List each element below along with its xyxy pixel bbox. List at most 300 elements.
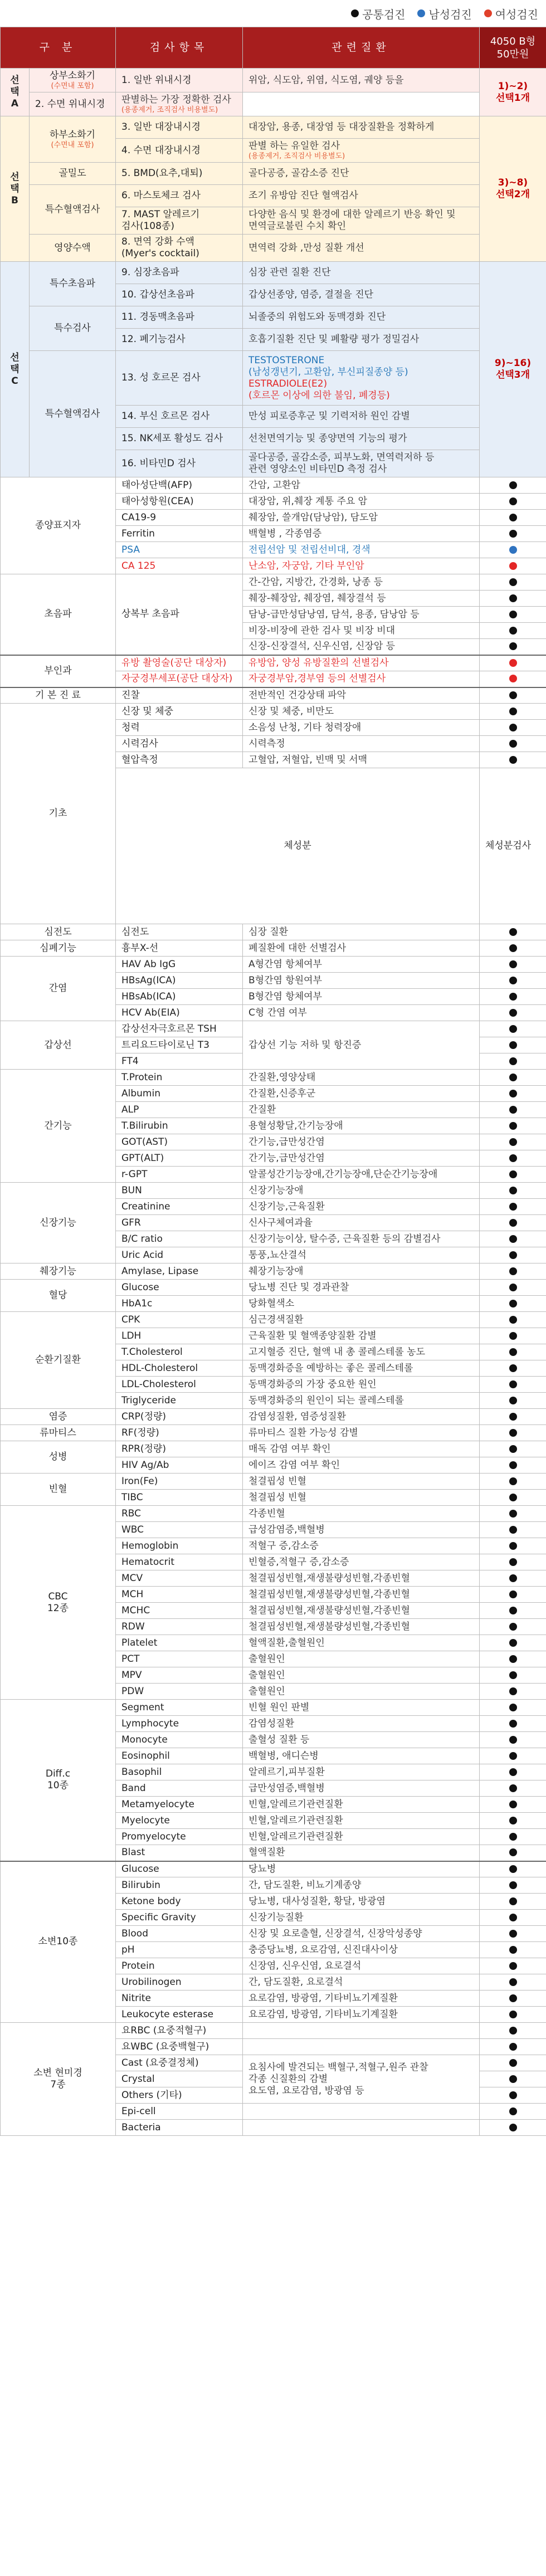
related-disease: 빈혈증,적혈구 증,감소증 [243, 1554, 480, 1570]
package-included [480, 1102, 546, 1118]
related-disease [243, 262, 480, 284]
related-disease: 철결핍성빈혈,재생불량성빈혈,각종빈혈 [243, 1619, 480, 1635]
table-row [1, 1425, 546, 1441]
legend-dot-icon [351, 9, 359, 17]
category-cell [30, 306, 116, 351]
exam-item: Glucose [116, 1861, 243, 1877]
category-name: 특수혈액검사 [45, 203, 100, 215]
related-disease: 감염성질환 [243, 1716, 480, 1732]
exam-item: 태아성단백(AFP) [116, 477, 243, 494]
related-disease: 소음성 난청, 기타 청력장애 [243, 720, 480, 736]
package-included [480, 1360, 546, 1377]
related-disease: 신장기능이상, 탈수증, 근육질환 등의 감별검사 [243, 1231, 480, 1247]
disease-text: 심장 관련 질환 진단 [248, 267, 331, 278]
exam-item: pH [116, 1942, 243, 1958]
package-included [480, 1716, 546, 1732]
exam-item: 1. 일반 위내시경 [116, 69, 243, 92]
exam-item: CA19-9 [116, 510, 243, 526]
related-disease: 난소암, 자궁암, 기타 부인암 [243, 558, 480, 574]
exam-item: 유방 촬영술(공단 대상자) [116, 655, 243, 671]
exam-item: Blood [116, 1926, 243, 1942]
package-included [480, 1070, 546, 1086]
package-included [480, 1441, 546, 1457]
included-dot-icon [509, 928, 517, 936]
related-disease [243, 2023, 480, 2039]
related-disease [243, 329, 480, 351]
related-disease [243, 163, 480, 185]
included-dot-icon [509, 1930, 517, 1938]
included-dot-icon [509, 944, 517, 952]
package-included [480, 1490, 546, 1506]
included-dot-icon [509, 1914, 517, 1921]
package-included [480, 1118, 546, 1134]
related-disease [243, 69, 480, 92]
exam-item: 심전도 [116, 924, 243, 940]
table-row [1, 235, 546, 262]
related-disease [243, 235, 480, 262]
category-cell [30, 116, 116, 163]
included-dot-icon [509, 675, 517, 682]
included-dot-icon [509, 1558, 517, 1566]
related-disease: 신장 및 요로출혈, 신장결석, 신장악성종양 [243, 1926, 480, 1942]
category-cell: 기초 [1, 704, 116, 924]
exam-item: TIBC [116, 1490, 243, 1506]
exam-item: MPV [116, 1667, 243, 1684]
included-dot-icon [509, 1817, 517, 1824]
package-included [480, 1167, 546, 1183]
package-included [480, 1974, 546, 1990]
exam-item: T.Cholesterol [116, 1344, 243, 1360]
exam-item: 7. MAST 알레르기 검사(108종) [116, 207, 243, 235]
related-disease: 동맥경화증을 예방하는 좋은 콜레스테롤 [243, 1360, 480, 1377]
exam-item: PDW [116, 1684, 243, 1700]
related-disease: 빈혈,알레르기관련질환 [243, 1813, 480, 1829]
related-disease: 알콜성간기능장애,간기능장애,단순간기능장애 [243, 1167, 480, 1183]
table-row [1, 1506, 546, 1522]
package-included [480, 736, 546, 752]
related-disease: 적혈구 증,감소증 [243, 1538, 480, 1554]
category-cell: 간염 [1, 957, 116, 1021]
category-cell: 췌장기능 [1, 1263, 116, 1280]
disease-text: TESTOSTERONE (남성갱년기, 고환암, 부신피질종양 등) [248, 354, 408, 378]
category-cell [30, 163, 116, 185]
exam-item: HIV Ag/Ab [116, 1457, 243, 1474]
exam-item: Crystal [116, 2071, 243, 2087]
exam-item: 6. 마스토체크 검사 [116, 185, 243, 207]
exam-item: CRP(정량) [116, 1409, 243, 1425]
exam-item: Albumin [116, 1086, 243, 1102]
included-dot-icon [509, 1122, 517, 1130]
disease-text: 만성 피로증후군 및 기력저하 원인 감별 [248, 411, 410, 422]
exam-item: Eosinophil [116, 1748, 243, 1764]
package-included [480, 1700, 546, 1716]
exam-item: 8. 면역 강화 수액 (Myer's cocktail) [116, 235, 243, 262]
included-dot-icon [509, 1461, 517, 1469]
exam-item: r-GPT [116, 1167, 243, 1183]
included-dot-icon [509, 1768, 517, 1776]
category-name: 특수검사 [54, 323, 91, 334]
package-included [480, 924, 546, 940]
package-included [480, 1651, 546, 1667]
included-dot-icon [509, 1057, 517, 1065]
related-disease: 철결핍성빈혈,재생불량성빈혈,각종빈혈 [243, 1603, 480, 1619]
table-row [1, 69, 546, 92]
related-disease: 출혈원인 [243, 1667, 480, 1684]
included-dot-icon [509, 1332, 517, 1340]
related-disease: 감염성질환, 염증성질환 [243, 1409, 480, 1425]
related-disease [243, 207, 480, 235]
included-dot-icon [509, 2107, 517, 2115]
included-dot-icon [509, 497, 517, 505]
related-disease: 철결핍성빈혈,재생불량성빈혈,각종빈혈 [243, 1570, 480, 1587]
exam-item: 흉부X-선 [116, 940, 243, 957]
category-cell: 빈혈 [1, 1474, 116, 1506]
related-disease: 심근경색질환 [243, 1312, 480, 1328]
package-included [480, 957, 546, 973]
included-dot-icon [509, 1316, 517, 1324]
included-dot-icon [509, 1848, 517, 1856]
exam-item: Epi-cell [116, 2104, 243, 2120]
exam-item: 요RBC (요중적혈구) [116, 2023, 243, 2039]
package-included [480, 1053, 546, 1070]
package-included [480, 591, 546, 607]
related-disease: 알레르기,피부질환 [243, 1764, 480, 1780]
included-dot-icon [509, 1574, 517, 1582]
exam-item: 시력검사 [116, 736, 243, 752]
related-disease [243, 428, 480, 450]
exam-item: Creatinine [116, 1199, 243, 1215]
included-dot-icon [509, 1300, 517, 1307]
selection-rule [480, 69, 546, 116]
exam-item: 13. 성 호르몬 검사 [116, 351, 243, 406]
exam-item: Triglyceride [116, 1393, 243, 1409]
exam-item: Lymphocyte [116, 1716, 243, 1732]
related-disease: 전반적인 건강상태 파악 [243, 687, 480, 704]
package-included [480, 1587, 546, 1603]
package-included [480, 1199, 546, 1215]
package-included [480, 1813, 546, 1829]
included-dot-icon [509, 1170, 517, 1178]
included-dot-icon [509, 481, 517, 489]
included-dot-icon [509, 2043, 517, 2051]
included-dot-icon [509, 1720, 517, 1728]
related-disease: 고혈압, 저혈압, 빈맥 및 서맥 [243, 752, 480, 768]
related-disease: 용혈성황달,간기능장애 [243, 1118, 480, 1134]
package-included [480, 1506, 546, 1522]
package-included [480, 2071, 546, 2087]
related-disease: 시력측정 [243, 736, 480, 752]
category-name: 영양수액 [54, 242, 91, 253]
exam-item: 15. NK세포 활성도 검사 [116, 428, 243, 450]
exam-item: CA 125 [116, 558, 243, 574]
category-name: 특수혈액검사 [45, 408, 100, 419]
included-dot-icon [509, 1897, 517, 1905]
disease-text: 선천면역기능 및 종양면역 기능의 평가 [248, 433, 407, 444]
included-dot-icon [509, 1203, 517, 1211]
exam-item: PSA [116, 542, 243, 558]
included-dot-icon [509, 1510, 517, 1518]
category-cell: 소변 현미경 7종 [1, 2023, 116, 2136]
included-dot-icon [509, 1962, 517, 1970]
table-row [1, 574, 546, 591]
related-disease: 자궁경부암,경부염 등의 선별검사 [243, 671, 480, 687]
exam-item: LDL-Cholesterol [116, 1377, 243, 1393]
exam-item: T.Protein [116, 1070, 243, 1086]
related-disease [243, 139, 480, 163]
disease-text: 판별 하는 유일한 검사 [248, 140, 340, 152]
package-included [480, 1538, 546, 1554]
included-dot-icon [509, 611, 517, 618]
header-package [480, 27, 546, 69]
related-disease: 철결핍성 빈혈 [243, 1474, 480, 1490]
category-cell: 신장기능 [1, 1183, 116, 1263]
related-disease: 신장기능,근육질환 [243, 1199, 480, 1215]
table-row [1, 924, 546, 940]
package-included [480, 1474, 546, 1490]
exam-item: GFR [116, 1215, 243, 1231]
package-included [480, 973, 546, 989]
related-disease: 간-간암, 지방간, 간경화, 낭종 등 [243, 574, 480, 591]
exam-item: Others (기타) [116, 2087, 243, 2104]
package-included [480, 526, 546, 542]
package-included [480, 1877, 546, 1894]
included-dot-icon [509, 1413, 517, 1421]
related-disease: 통풍,뇨산결석 [243, 1247, 480, 1263]
selection-rule-text: 9)~16) 선택3개 [494, 358, 532, 380]
table-row [1, 1070, 546, 1086]
exam-item: Bilirubin [116, 1877, 243, 1894]
included-dot-icon [509, 691, 517, 699]
related-disease: 각종빈혈 [243, 1506, 480, 1522]
related-disease [243, 2039, 480, 2055]
package-included [480, 2023, 546, 2039]
included-dot-icon [509, 960, 517, 968]
table-header [1, 27, 546, 69]
category-name: 하부소화기 [49, 129, 96, 140]
package-included [480, 687, 546, 704]
exam-item: HBsAg(ICA) [116, 973, 243, 989]
included-dot-icon [509, 1784, 517, 1792]
included-dot-icon [509, 1429, 517, 1437]
package-included [480, 2120, 546, 2136]
package-included [480, 1150, 546, 1167]
exam-item: 청력 [116, 720, 243, 736]
included-dot-icon [509, 1348, 517, 1356]
related-disease: 당뇨병 [243, 1861, 480, 1877]
category-name: 골밀도 [58, 168, 86, 179]
included-dot-icon [509, 1219, 517, 1227]
related-disease: 혈액질환 [243, 1845, 480, 1861]
table-row [1, 687, 546, 704]
related-disease: 빈혈 원인 판별 [243, 1700, 480, 1716]
category-cell [30, 235, 116, 262]
related-disease: 간기능,급만성간염 [243, 1150, 480, 1167]
package-included [480, 1231, 546, 1247]
selection-rule-text: 1)~2) 선택1개 [495, 80, 530, 104]
selection-rule [480, 116, 546, 262]
exam-item: HAV Ab IgG [116, 957, 243, 973]
exam-item: HBsAb(ICA) [116, 989, 243, 1005]
exam-item: 14. 부신 호르몬 검사 [116, 406, 243, 428]
related-disease: 췌장기능장애 [243, 1263, 480, 1280]
included-dot-icon [509, 659, 517, 667]
package-included [480, 655, 546, 671]
exam-item: RF(정량) [116, 1425, 243, 1441]
table-row [1, 957, 546, 973]
disease-text: ESTRADIOLE(E2) (호르몬 이상에 의한 불임, 폐경등) [248, 378, 390, 401]
related-disease: B형간염 항원여부 [243, 973, 480, 989]
package-included [480, 1797, 546, 1813]
related-disease: B형간염 항체여부 [243, 989, 480, 1005]
related-disease: 간, 담도질환, 비뇨기계종양 [243, 1877, 480, 1894]
related-disease: 충증당뇨병, 요로감염, 신진대사이상 [243, 1942, 480, 1958]
related-disease: 철결핍성 빈혈 [243, 1490, 480, 1506]
disease-text: 면역력 강화 ,만성 질환 개선 [248, 242, 364, 253]
related-disease: 요로감염, 방광염, 기타비뇨기계질환 [243, 2007, 480, 2023]
disease-text: 판별하는 가장 정확한 검사 [121, 94, 231, 105]
exam-item: 9. 심장초음파 [116, 262, 243, 284]
exam-item: Cast (요중결정체) [116, 2055, 243, 2071]
table-row [1, 1474, 546, 1490]
table-row [1, 655, 546, 671]
related-disease: 급성감염증,백혈병 [243, 1522, 480, 1538]
package-included [480, 671, 546, 687]
table-row [1, 1312, 546, 1328]
related-disease: 당화혈색소 [243, 1296, 480, 1312]
package-included [480, 1344, 546, 1360]
package-included [480, 2055, 546, 2071]
related-disease: 신장기능장애 [243, 1183, 480, 1199]
included-dot-icon [509, 1009, 517, 1017]
exam-item: RDW [116, 1619, 243, 1635]
related-disease: 고지혈증 진단, 혈액 내 총 콜레스테롤 농도 [243, 1344, 480, 1360]
category-cell: 혈당 [1, 1280, 116, 1312]
exam-item: Glucose [116, 1280, 243, 1296]
related-disease: 당뇨병, 대사성질환, 황달, 방광염 [243, 1894, 480, 1910]
exam-item: CPK [116, 1312, 243, 1328]
included-dot-icon [509, 1138, 517, 1146]
header-category: 구 분 [1, 27, 116, 69]
related-disease: A형간염 항체여부 [243, 957, 480, 973]
related-disease [116, 92, 243, 116]
category-cell: 초음파 [1, 574, 116, 655]
table-row [1, 1700, 546, 1716]
package-included [480, 1990, 546, 2007]
related-disease [243, 450, 480, 477]
package-included [480, 1005, 546, 1021]
category-cell: 갑상선 [1, 1021, 116, 1070]
exam-item: 자궁경부세포(공단 대상자) [116, 671, 243, 687]
included-dot-icon [509, 756, 517, 764]
select-group-label: 선택 B [1, 116, 30, 262]
related-disease: 췌장-췌장암, 췌장염, 췌장결석 등 [243, 591, 480, 607]
header-item: 검사항목 [116, 27, 243, 69]
checkup-package-table [0, 27, 546, 2136]
related-disease: 빈혈,알레르기관련질환 [243, 1829, 480, 1845]
category-cell: 기 본 진 료 [1, 687, 116, 704]
package-included [480, 1554, 546, 1570]
related-disease: 간기능,급만성간염 [243, 1134, 480, 1150]
legend-dot-icon [484, 9, 492, 17]
related-disease [243, 2104, 480, 2120]
included-dot-icon [509, 1994, 517, 2002]
exam-item: 요WBC (요중백혈구) [116, 2039, 243, 2055]
exam-item: HCV Ab(EIA) [116, 1005, 243, 1021]
related-disease: 간암, 고환암 [243, 477, 480, 494]
exam-item: MCH [116, 1587, 243, 1603]
exam-item: WBC [116, 1522, 243, 1538]
table-row [1, 1861, 546, 1877]
package-included [480, 2039, 546, 2055]
included-dot-icon [509, 2091, 517, 2099]
selection-rule [480, 262, 546, 477]
included-dot-icon [509, 1946, 517, 1954]
related-disease: 간, 담도질환, 요로결석 [243, 1974, 480, 1990]
exam-item: Iron(Fe) [116, 1474, 243, 1490]
included-dot-icon [509, 514, 517, 521]
included-dot-icon [509, 1284, 517, 1291]
package-included [480, 752, 546, 768]
related-disease: 동맥경화증의 가장 중요한 원인 [243, 1377, 480, 1393]
related-disease [243, 2120, 480, 2136]
related-disease [243, 185, 480, 207]
exam-item: 트리요드타이로닌 T3 [116, 1037, 243, 1053]
related-disease: 췌장암, 쓸개암(담낭암), 담도암 [243, 510, 480, 526]
category-note: (수면내 포함) [51, 141, 94, 149]
exam-item: 진찰 [116, 687, 243, 704]
category-cell: Diff.c 10종 [1, 1700, 116, 1861]
package-included [480, 1037, 546, 1053]
package-included [480, 1829, 546, 1845]
included-dot-icon [509, 1267, 517, 1275]
package-included [480, 558, 546, 574]
exam-item: Hemoglobin [116, 1538, 243, 1554]
package-included [480, 2087, 546, 2104]
included-dot-icon [509, 1494, 517, 1501]
exam-item: PCT [116, 1651, 243, 1667]
included-dot-icon [509, 1526, 517, 1534]
package-included [480, 1845, 546, 1861]
related-disease [243, 306, 480, 329]
disease-note: (용종제거, 조직검사 비용별도) [121, 106, 218, 114]
exam-item: Hematocrit [116, 1554, 243, 1570]
included-dot-icon [509, 1591, 517, 1598]
table-row [1, 1409, 546, 1425]
package-included [480, 1764, 546, 1780]
package-included [480, 1684, 546, 1700]
related-disease: 간질환,영양상태 [243, 1070, 480, 1086]
package-included [480, 1748, 546, 1764]
included-dot-icon [509, 1623, 517, 1631]
package-included [480, 1861, 546, 1877]
related-disease: 근육질환 및 혈액종양질환 감별 [243, 1328, 480, 1344]
package-included [480, 1926, 546, 1942]
related-disease: 요로감염, 방광염, 기타비뇨기계질환 [243, 1990, 480, 2007]
related-disease: 류마티스 질환 가능성 감별 [243, 1425, 480, 1441]
package-included [480, 494, 546, 510]
included-dot-icon [509, 1687, 517, 1695]
included-dot-icon [509, 993, 517, 1001]
included-dot-icon [509, 1542, 517, 1550]
related-disease: 요침사에 발견되는 백혈구,적혈구,원주 관찰 각종 신질환의 감별 요도염, 요로감염, 방광염 등 [243, 2055, 480, 2104]
related-disease: 비장-비장에 관한 검사 및 비장 비대 [243, 623, 480, 639]
table-row [1, 116, 546, 139]
category-cell [30, 69, 116, 92]
included-dot-icon [509, 1736, 517, 1744]
package-included [480, 1134, 546, 1150]
related-disease [243, 116, 480, 139]
included-dot-icon [509, 1187, 517, 1194]
